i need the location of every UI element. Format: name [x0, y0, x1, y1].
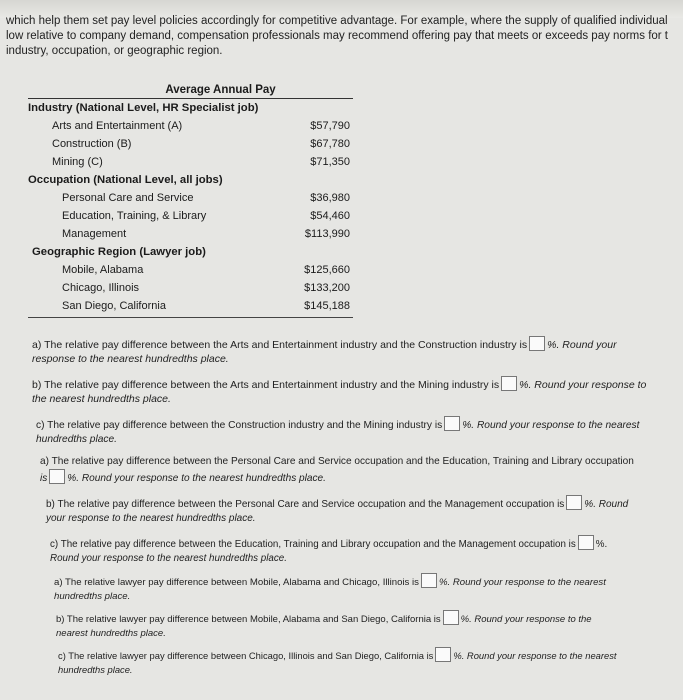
row-value: $113,990	[304, 228, 350, 240]
question-text: nearest hundredths place.	[56, 628, 166, 639]
question-text: c) The relative pay difference between the Education, Training and Library occupation and the Management occupation is	[50, 539, 576, 550]
table-row	[28, 297, 353, 315]
group-title: Occupation (National Level, all jobs)	[28, 174, 223, 186]
question-text: Round your response to the nearest hundredths place.	[50, 553, 287, 564]
intro-line: industry, occupation, or geographic region.	[6, 45, 223, 57]
question-region-c	[58, 647, 678, 677]
question-prefix: is	[40, 473, 48, 484]
question-suffix: %.	[595, 539, 608, 550]
question-text: a) The relative pay difference between the Personal Care and Service occupation and the Education, Training and Library occupation	[40, 456, 634, 467]
row-value: $36,980	[310, 192, 350, 204]
row-label: Management	[62, 228, 127, 240]
table-header: Average Annual Pay	[28, 82, 353, 99]
group-title: Geographic Region (Lawyer job)	[32, 246, 206, 258]
row-value: $67,780	[310, 138, 350, 150]
table-row	[28, 261, 353, 279]
answer-input[interactable]	[444, 416, 460, 431]
answer-input[interactable]	[421, 573, 437, 588]
question-industry-c	[36, 416, 676, 447]
answer-input[interactable]	[49, 469, 65, 484]
question-text: c) The relative lawyer pay difference between Chicago, Illinois and San Diego, California is	[58, 650, 434, 661]
row-label: Mining (C)	[52, 156, 103, 168]
row-value: $125,660	[304, 264, 350, 276]
table-bottom-rule	[28, 317, 353, 318]
row-label: Arts and Entertainment (A)	[52, 120, 183, 132]
table-row	[28, 153, 353, 171]
table-row	[28, 135, 353, 153]
question-occupation-b	[46, 495, 676, 526]
group-title: Industry (National Level, HR Specialist job)	[28, 102, 259, 114]
row-value: $54,460	[310, 210, 350, 222]
answer-input[interactable]	[578, 535, 594, 550]
question-industry-a	[32, 336, 672, 366]
question-text: hundredths place.	[36, 434, 117, 445]
question-suffix: %. Round your	[547, 339, 617, 351]
row-label: Education, Training, & Library	[62, 210, 207, 222]
pay-table	[28, 82, 353, 318]
table-row	[28, 189, 353, 207]
table-group-industry	[28, 99, 353, 117]
answer-input[interactable]	[566, 495, 582, 510]
question-text: a) The relative lawyer pay difference between Mobile, Alabama and Chicago, Illinois is	[54, 577, 419, 588]
question-text: b) The relative pay difference between the Personal Care and Service occupation and the Management occupation is	[46, 499, 565, 510]
question-suffix: %. Round your response to	[519, 379, 647, 391]
question-text: a) The relative pay difference between the Arts and Entertainment industry and the Construction industry is	[32, 339, 528, 351]
question-suffix: %. Round	[584, 499, 629, 510]
question-suffix: %. Round your response to the nearest	[462, 420, 640, 431]
row-label: Personal Care and Service	[62, 192, 194, 204]
row-value: $145,188	[304, 300, 350, 312]
row-label: Construction (B)	[52, 138, 132, 150]
intro-line: which help them set pay level policies accordingly for competitive advantage. For example, where the supply of qualified individual	[6, 15, 668, 27]
intro-line: low relative to company demand, compensation professionals may recommend offering pay that meets or exceeds pay norms for t	[6, 30, 669, 42]
answer-input[interactable]	[501, 376, 517, 391]
question-suffix: %. Round your response to the nearest	[438, 577, 606, 588]
question-text: response to the nearest hundredths place.	[32, 353, 229, 365]
answer-input[interactable]	[435, 647, 451, 662]
question-occupation-c	[50, 535, 675, 566]
question-text: the nearest hundredths place.	[32, 393, 171, 405]
question-text: hundredths place.	[54, 591, 131, 602]
question-text: b) The relative lawyer pay difference between Mobile, Alabama and San Diego, California is	[56, 614, 441, 625]
question-text: c) The relative pay difference between the Construction industry and the Mining industry is	[36, 420, 443, 431]
row-label: Mobile, Alabama	[62, 264, 144, 276]
table-row	[28, 279, 353, 297]
row-label: Chicago, Illinois	[62, 282, 140, 294]
question-suffix: %. Round your response to the nearest hundredths place.	[67, 473, 326, 484]
row-value: $71,350	[310, 156, 350, 168]
question-text: your response to the nearest hundredths place.	[46, 513, 256, 524]
question-suffix: %. Round your response to the nearest	[453, 650, 617, 661]
table-row	[28, 207, 353, 225]
table-group-occupation	[28, 171, 353, 189]
question-suffix: %. Round your response to the	[460, 614, 592, 625]
row-value: $57,790	[310, 120, 350, 132]
row-value: $133,200	[304, 282, 350, 294]
intro-paragraph	[6, 14, 682, 59]
answer-input[interactable]	[529, 336, 545, 351]
table-group-region	[28, 243, 353, 261]
question-text: hundredths place.	[58, 664, 133, 675]
question-region-b	[56, 610, 676, 641]
question-region-a	[54, 573, 674, 604]
question-industry-b	[32, 376, 677, 406]
question-occupation-a	[40, 455, 680, 486]
answer-input[interactable]	[443, 610, 459, 625]
table-row	[28, 225, 353, 243]
table-row	[28, 117, 353, 135]
question-text: b) The relative pay difference between the Arts and Entertainment industry and the Mining industry is	[32, 379, 500, 391]
row-label: San Diego, California	[62, 300, 166, 312]
